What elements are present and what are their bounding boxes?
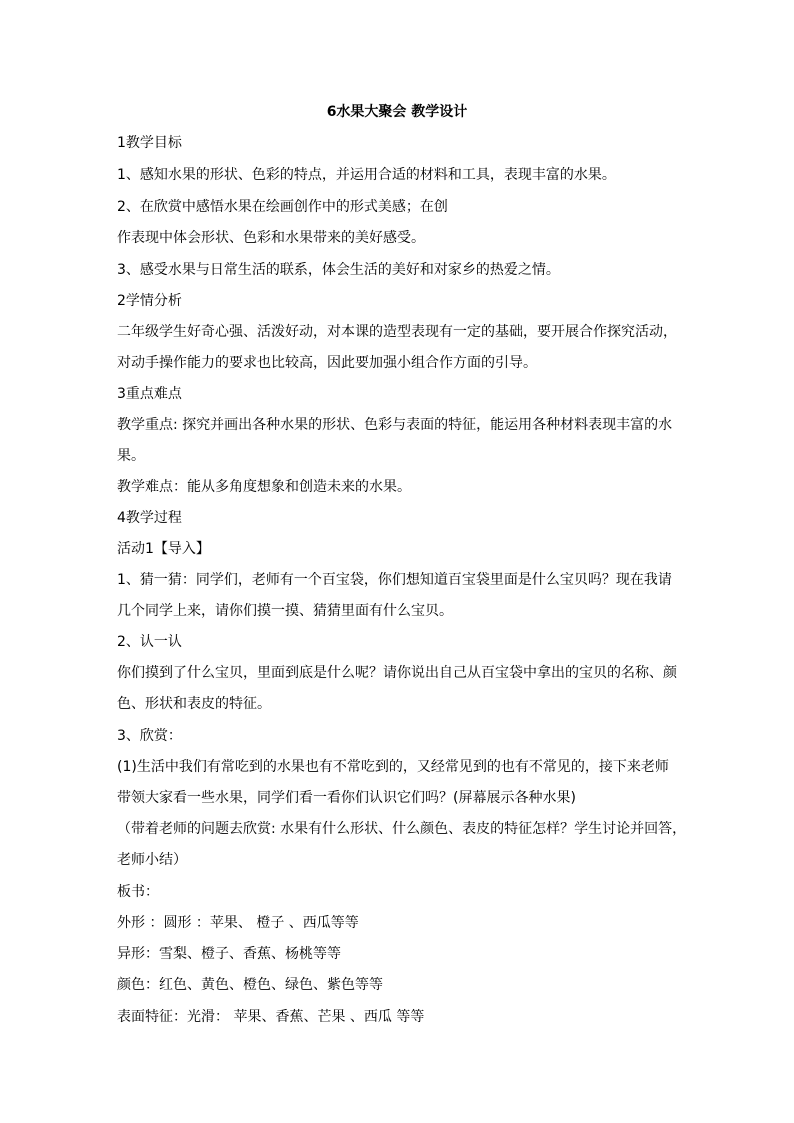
paragraph-line: 你们摸到了什么宝贝，里面到底是什么呢？请你说出自己从百宝袋中拿出的宝贝的名称、颜 [117,665,677,681]
paragraph-line: 颜色：红色、黄色、橙色、绿色、紫色等等 [117,977,383,993]
paragraph-line: 3、感受水果与日常生活的联系，体会生活的美好和对家乡的热爱之情。 [117,262,560,278]
paragraph-line: 异形：雪梨、橙子、香蕉、杨桃等等 [117,946,341,962]
paragraph-line: 几个同学上来，请你们摸一摸、猜猜里面有什么宝贝。 [117,603,453,619]
paragraph-line: 板书： [117,884,159,900]
document-title: 6水果大聚会 教学设计 [326,104,468,120]
paragraph-line: 色、形状和表皮的特征。 [117,696,271,712]
paragraph-line: 二年级学生好奇心强、活泼好动，对本课的造型表现有一定的基础，要开展合作探究活动， [117,324,677,340]
paragraph-line: 3、欣赏： [117,728,182,744]
section-heading-key-points: 3重点难点 [117,386,182,402]
paragraph-line: 教学重点: 探究并画出各种水果的形状、色彩与表面的特征，能运用各种材料表现丰富的水 [117,417,673,433]
paragraph-line: 对动手操作能力的要求也比较高，因此要加强小组合作方面的引导。 [117,355,537,371]
paragraph-line: （带着老师的问题去欣赏: 水果有什么形状、什么颜色、表皮的特征怎样？学生讨论并回答， [117,821,687,837]
activity-heading: 活动1【导入】 [117,541,210,557]
paragraph-line: 1、猜一猜：同学们，老师有一个百宝袋，你们想知道百宝袋里面是什么宝贝吗？现在我请 [117,572,672,588]
paragraph-line: 外形 ：圆形 ：苹果、 橙子 、西瓜等等 [117,915,359,931]
paragraph-line: 老师小结） [117,852,187,868]
section-heading-analysis: 2学情分析 [117,293,182,309]
paragraph-line: 表面特征：光滑： 苹果、香蕉、芒果 、西瓜 等等 [117,1009,425,1025]
section-heading-process: 4教学过程 [117,510,182,526]
paragraph-line: 2、认一认 [117,634,182,650]
section-heading-objectives: 1教学目标 [117,135,182,151]
paragraph-line: 1、感知水果的形状、色彩的特点，并运用合适的材料和工具，表现丰富的水果。 [117,167,616,183]
paragraph-line: 带领大家看一些水果，同学们看一看你们认识它们吗？(屏幕展示各种水果) [117,790,576,806]
paragraph-line: 教学难点：能从多角度想象和创造未来的水果。 [117,479,411,495]
paragraph-line: (1)生活中我们有常吃到的水果也有不常吃到的，又经常见到的也有不常见的，接下来老师 [117,759,669,775]
paragraph-line: 作表现中体会形状、色彩和水果带来的美好感受。 [117,230,425,246]
paragraph-line: 2、在欣赏中感悟水果在绘画创作中的形式美感；在创 [117,199,448,215]
paragraph-line: 果。 [117,448,145,464]
